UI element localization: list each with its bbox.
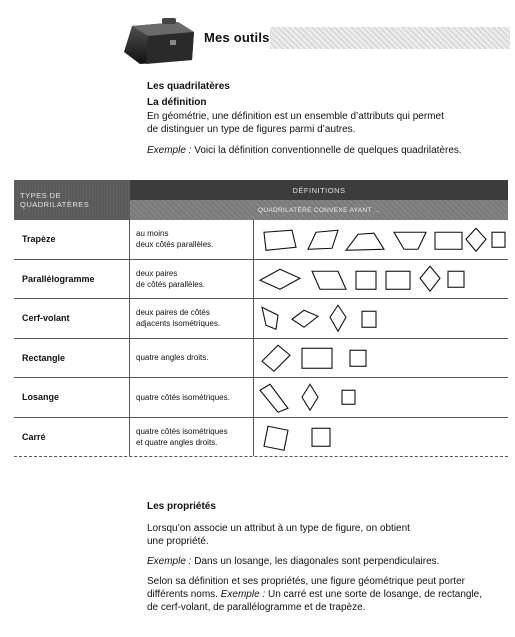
kite-figures [254,299,508,338]
properties-text-line-2: une propriété. [147,536,209,547]
header-definitions-title: DÉFINITIONS [292,185,346,195]
example-label: Exemple : [147,556,192,567]
row-definition [130,378,254,417]
section-title: Les quadrilatères [147,81,230,92]
row-definition-line: et quatre angles droits. [136,437,218,447]
header-definitions-subtitle: QUADRILATÈRE CONVEXE AYANT ... [130,200,508,220]
header-definitions [130,180,508,220]
row-definition [130,220,254,259]
properties-example [147,555,509,568]
table-row [14,299,508,339]
row-definition-line: deux paires de côtés [136,308,210,318]
properties-text-line-5: de cerf-volant, de parallélogramme et de trapèze. [147,602,366,613]
example-text: Dans un losange, les diagonales sont perpendiculaires. [191,556,440,567]
header-types: TYPES DE QUADRILATÈRES [14,180,130,220]
row-name: Trapèze [14,220,130,259]
square-figures [254,418,508,457]
text-fragment: différents noms. [147,589,221,600]
parallelogram-figures [254,260,508,299]
row-name: Rectangle [14,339,130,378]
example-label: Exemple : [147,145,192,156]
definition-text-line-2: de distinguer un type de figures parmi d’autres. [147,124,356,135]
row-definition [130,418,254,457]
row-definition-line: au moins [136,229,169,239]
row-definition-line: de côtés parallèles. [136,279,205,289]
example-line [147,144,507,157]
text-fragment: Un carré est une sorte de losange, de rectangle, [265,589,483,600]
properties-section [147,500,509,614]
rectangle-figures [254,339,508,378]
page-title: Mes outils [204,30,270,45]
table-row [14,378,508,418]
row-definition [130,339,254,378]
row-name: Cerf-volant [14,299,130,338]
header-band [270,27,510,49]
definition-text-line-1: En géométrie, une définition est un ensemble d’attributs qui permet [147,111,444,122]
table-header [14,180,508,220]
row-definition-line: quatre côtés isométriques [136,426,228,436]
table-row [14,339,508,379]
example-text: Voici la définition conventionnelle de quelques quadrilatères. [191,145,462,156]
row-name: Parallélogramme [14,260,130,299]
properties-text-line-3: Selon sa définition et ses propriétés, une figure géométrique peut porter [147,576,465,587]
trapezoid-figures [254,220,508,259]
row-definition-line: adjacents isométriques. [136,319,221,329]
intro-section [147,80,507,157]
row-name: Carré [14,418,130,457]
toolbox-icon [118,14,200,66]
row-definition [130,299,254,338]
example-label: Exemple : [220,589,266,600]
definition-title: La définition [147,97,207,108]
row-name: Losange [14,378,130,417]
properties-text-line-1: Lorsqu’on associe un attribut à un type de figure, on obtient [147,523,410,534]
row-definition-line: deux paires [136,268,178,278]
row-definition-line: deux côtés parallèles. [136,240,214,250]
table-row [14,220,508,260]
row-definition-line: quatre angles droits. [136,353,209,363]
quadrilaterals-table [14,180,508,457]
properties-text-line-4 [147,588,509,601]
table-row [14,260,508,300]
row-definition-line: quatre côtés isométriques. [136,392,230,402]
rhombus-figures [254,378,508,417]
table-row [14,418,508,458]
row-definition [130,260,254,299]
properties-title: Les propriétés [147,501,216,512]
